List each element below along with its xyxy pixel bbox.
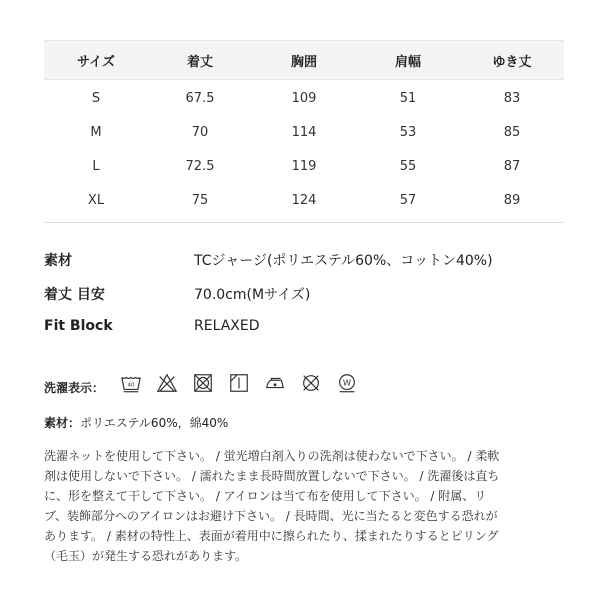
table-cell: 51: [399, 90, 417, 106]
table-cell: S: [91, 90, 101, 106]
table-cell: 57: [399, 192, 417, 208]
table-row: [44, 115, 564, 149]
care-label: 洗濯表示：: [44, 381, 105, 395]
spec-label: Fit Block: [44, 318, 113, 334]
spec-value: 70.0cm(Mサイズ): [194, 287, 311, 303]
spec-value: TCジャージ(ポリエステル60%、コットン40%): [194, 253, 493, 269]
svg-text:40: 40: [127, 382, 135, 389]
table-row: [44, 80, 564, 116]
no-tumble-dry-icon: [192, 372, 214, 394]
table-cell: 119: [291, 158, 317, 174]
table-cell: 124: [291, 192, 317, 208]
material-line: [44, 414, 228, 431]
section-divider: [44, 222, 564, 223]
table-cell: 109: [291, 90, 317, 106]
material-value: ポリエステル60%，綿40%: [80, 416, 229, 430]
header-sleeve: ゆき丈: [460, 41, 564, 80]
spec-label: 着丈 目安: [44, 287, 105, 303]
table-row: [44, 183, 564, 217]
spec-label: 素材: [44, 253, 72, 269]
table-cell: 85: [503, 124, 521, 140]
line-dry-shade-icon: [228, 372, 250, 394]
no-dry-clean-icon: [300, 372, 322, 394]
table-cell: 75: [191, 192, 209, 208]
spec-value: RELAXED: [194, 318, 260, 334]
table-row: [44, 149, 564, 183]
svg-text:W: W: [342, 377, 352, 388]
table-cell: 87: [503, 158, 521, 174]
table-cell: 72.5: [185, 158, 215, 174]
table-cell: 114: [291, 124, 317, 140]
wet-clean-icon: [336, 372, 358, 394]
material-label: 素材：: [44, 416, 81, 430]
header-chest: 胸囲: [252, 41, 356, 80]
header-shoulder: 肩幅: [356, 41, 460, 80]
table-cell: 53: [399, 124, 417, 140]
no-bleach-icon: [156, 372, 178, 394]
care-notes: 洗濯ネットを使用して下さい。 / 蛍光増白剤入りの洗剤は使わないで下さい。 / 柔軟 剤は使用しないで下さい。 / 濡れたまま長時間放置しないで下さい。 / 洗濯後は直ち に、形を整えて干して下さい。 / アイロンは当て布を使用して下さい。 / 附属、リ ブ、装飾部分へのアイロンはお避け下さい。 / 長時間、光に当たると変色する恐れが あります。 / 素材の特性上、表面が着用中に擦られたり、揉まれたりするとピリング （毛玉）が発生する恐れがあります。: [44, 449, 500, 563]
table-cell: 70: [191, 124, 209, 140]
header-length: 着丈: [148, 41, 252, 80]
table-cell: XL: [87, 192, 105, 208]
table-cell: 83: [503, 90, 521, 106]
table-cell: 89: [503, 192, 521, 208]
size-table: [44, 40, 564, 217]
wash-40-gentle-icon: [120, 372, 142, 394]
table-cell: 67.5: [185, 90, 215, 106]
size-table-header: [44, 41, 564, 80]
iron-low-icon: [264, 372, 286, 394]
table-cell: L: [92, 158, 100, 174]
care-labels: [44, 372, 564, 402]
table-cell: 55: [399, 158, 417, 174]
table-cell: M: [90, 124, 102, 140]
header-size: サイズ: [44, 41, 148, 80]
